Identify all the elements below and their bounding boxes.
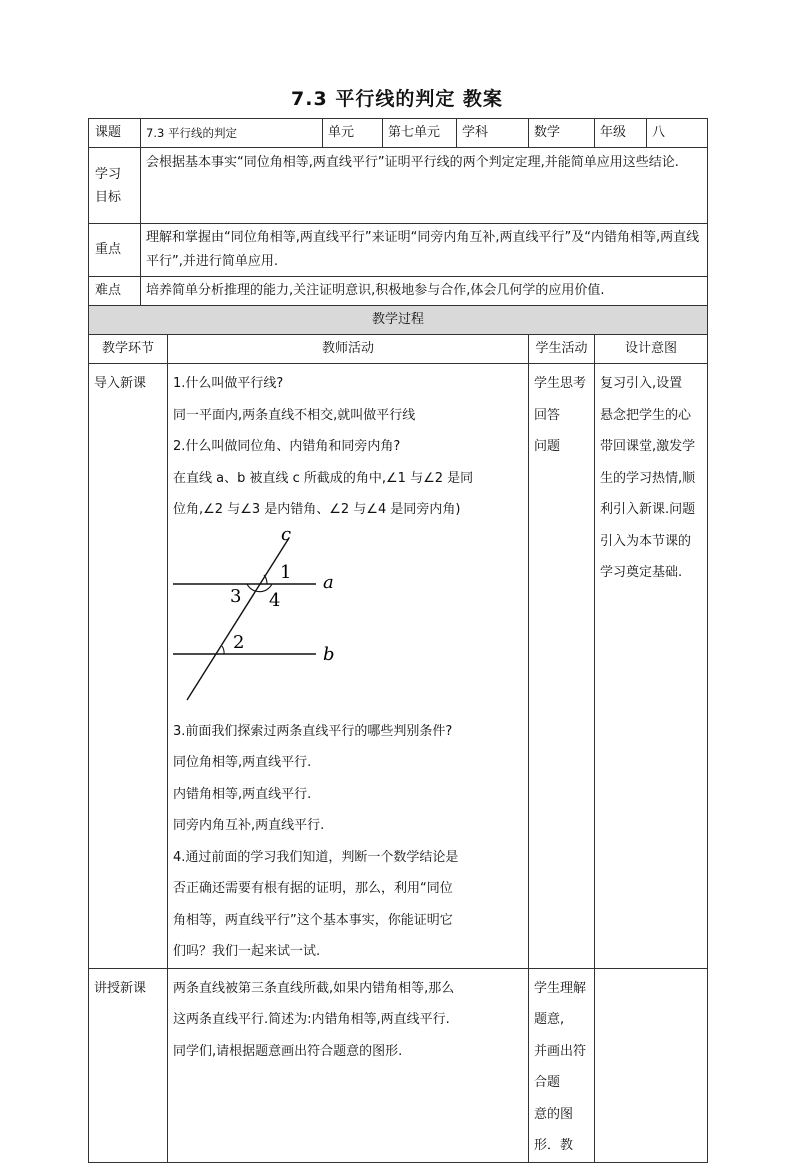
student-line: 学生思考回答 (534, 376, 587, 423)
design-intent-cell (595, 364, 708, 969)
difficulty-label: 难点 (89, 277, 141, 306)
grade-value: 八 (647, 119, 708, 148)
teacher-line: 3.前面我们探索过两条直线平行的哪些判别条件? (173, 723, 453, 739)
teacher-line: 在直线 a、b 被直线 c 所截成的角中,∠1 与∠2 是同 (173, 470, 474, 486)
focus-text: 理解和掌握由“同位角相等,两直线平行”来证明“同旁内角互补,两直线平行”及“内错角相等,两直线平行”,并进行简单应用. (141, 224, 708, 277)
teacher-line: 同位角相等,两直线平行. (173, 755, 312, 770)
teacher-line: 同学们,请根据题意画出符合题意的图形. (173, 1043, 403, 1059)
teacher-line: 们吗？我们一起来试一试. (173, 944, 321, 959)
student-activity-cell (529, 968, 595, 1162)
process-column-headers (89, 335, 708, 364)
stage-cell (89, 968, 168, 1162)
student-line: 并画出符合题 (534, 1043, 587, 1090)
intent-line: 悬念把学生的心 (600, 407, 692, 423)
parallel-lines-figure (173, 530, 373, 710)
teacher-line: 否正确还需要有根有据的证明，那么，利用“同位 (173, 881, 453, 896)
intent-line: 生的学习热情,顺 (600, 470, 696, 486)
label-angle-3: 3 (230, 585, 242, 607)
student-line: 问题 (534, 439, 561, 454)
column-header-student: 学生活动 (529, 335, 595, 364)
intent-line: 带回课堂,激发学 (600, 439, 696, 454)
unit-label: 单元 (323, 119, 383, 148)
process-row-new-lesson (89, 968, 708, 1162)
goals-text: 会根据基本事实“同位角相等,两直线平行”证明平行线的两个判定定理,并能简单应用这些结论. (141, 148, 708, 224)
unit-value: 第七单元 (383, 119, 457, 148)
teacher-activity-cell (168, 968, 529, 1162)
student-line: 意的图形．教 (534, 1106, 574, 1153)
stage-label: 导入新课 (94, 376, 147, 391)
student-line: 学生理解题意, (534, 980, 587, 1027)
teacher-line: 两条直线被第三条直线所截,如果内错角相等,那么 (173, 980, 455, 996)
label-angle-2: 2 (233, 631, 245, 653)
subject-label: 学科 (457, 119, 529, 148)
label-a: a (323, 571, 334, 593)
teacher-line: 2.什么叫做同位角、内错角和同旁内角? (173, 439, 401, 454)
intent-line: 引入为本节课的 (600, 533, 692, 549)
teacher-activity-cell (168, 364, 529, 969)
lesson-plan-table (88, 118, 708, 1163)
teacher-line: 4.通过前面的学习我们知道，判断一个数学结论是 (173, 849, 459, 865)
teacher-line: 内错角相等,两直线平行. (173, 786, 312, 802)
column-header-teacher: 教师活动 (168, 335, 529, 364)
process-section-title: 教学过程 (89, 306, 708, 335)
teacher-line: 同一平面内,两条直线不相交,就叫做平行线 (173, 407, 416, 423)
intent-line: 学习奠定基础. (600, 565, 683, 580)
difficulty-text: 培养简单分析推理的能力,关注证明意识,积极地参与合作,体会几何学的应用价值. (141, 277, 708, 306)
difficulty-row (89, 277, 708, 306)
transversal-c (187, 538, 292, 700)
teacher-line: 同旁内角互补,两直线平行. (173, 818, 325, 833)
intent-line: 利引入新课.问题 (600, 502, 696, 517)
focus-label: 重点 (89, 224, 141, 277)
header-row (89, 119, 708, 148)
angle-1-arc (264, 575, 267, 584)
teacher-line: 1.什么叫做平行线? (173, 376, 284, 391)
topic-label: 课题 (89, 119, 141, 148)
document-title: 7.3 平行线的判定 教案 (291, 88, 503, 110)
column-header-intent: 设计意图 (595, 335, 708, 364)
process-row-intro (89, 364, 708, 969)
teacher-line: 这两条直线平行.简述为:内错角相等,两直线平行. (173, 1012, 450, 1027)
stage-cell (89, 364, 168, 969)
label-angle-1: 1 (280, 561, 292, 583)
label-b: b (323, 643, 335, 665)
student-activity-cell (529, 364, 595, 969)
focus-row (89, 224, 708, 277)
intent-line: 复习引入,设置 (600, 376, 683, 391)
grade-label: 年级 (595, 119, 647, 148)
topic-value: 7.3 平行线的判定 (141, 119, 323, 148)
teacher-line: 位角,∠2 与∠3 是内错角、∠2 与∠4 是同旁内角) (173, 502, 461, 517)
label-angle-4: 4 (269, 589, 281, 611)
goals-row (89, 148, 708, 224)
process-section-bar (89, 306, 708, 335)
goals-label: 学习目标 (89, 148, 141, 224)
label-c: c (281, 529, 292, 545)
angle-2-arc (222, 646, 224, 654)
design-intent-cell (595, 968, 708, 1162)
subject-value: 数学 (529, 119, 595, 148)
stage-label: 讲授新课 (94, 980, 147, 996)
column-header-stage: 教学环节 (89, 335, 168, 364)
teacher-line: 角相等，两直线平行”这个基本事实，你能证明它 (173, 912, 453, 928)
